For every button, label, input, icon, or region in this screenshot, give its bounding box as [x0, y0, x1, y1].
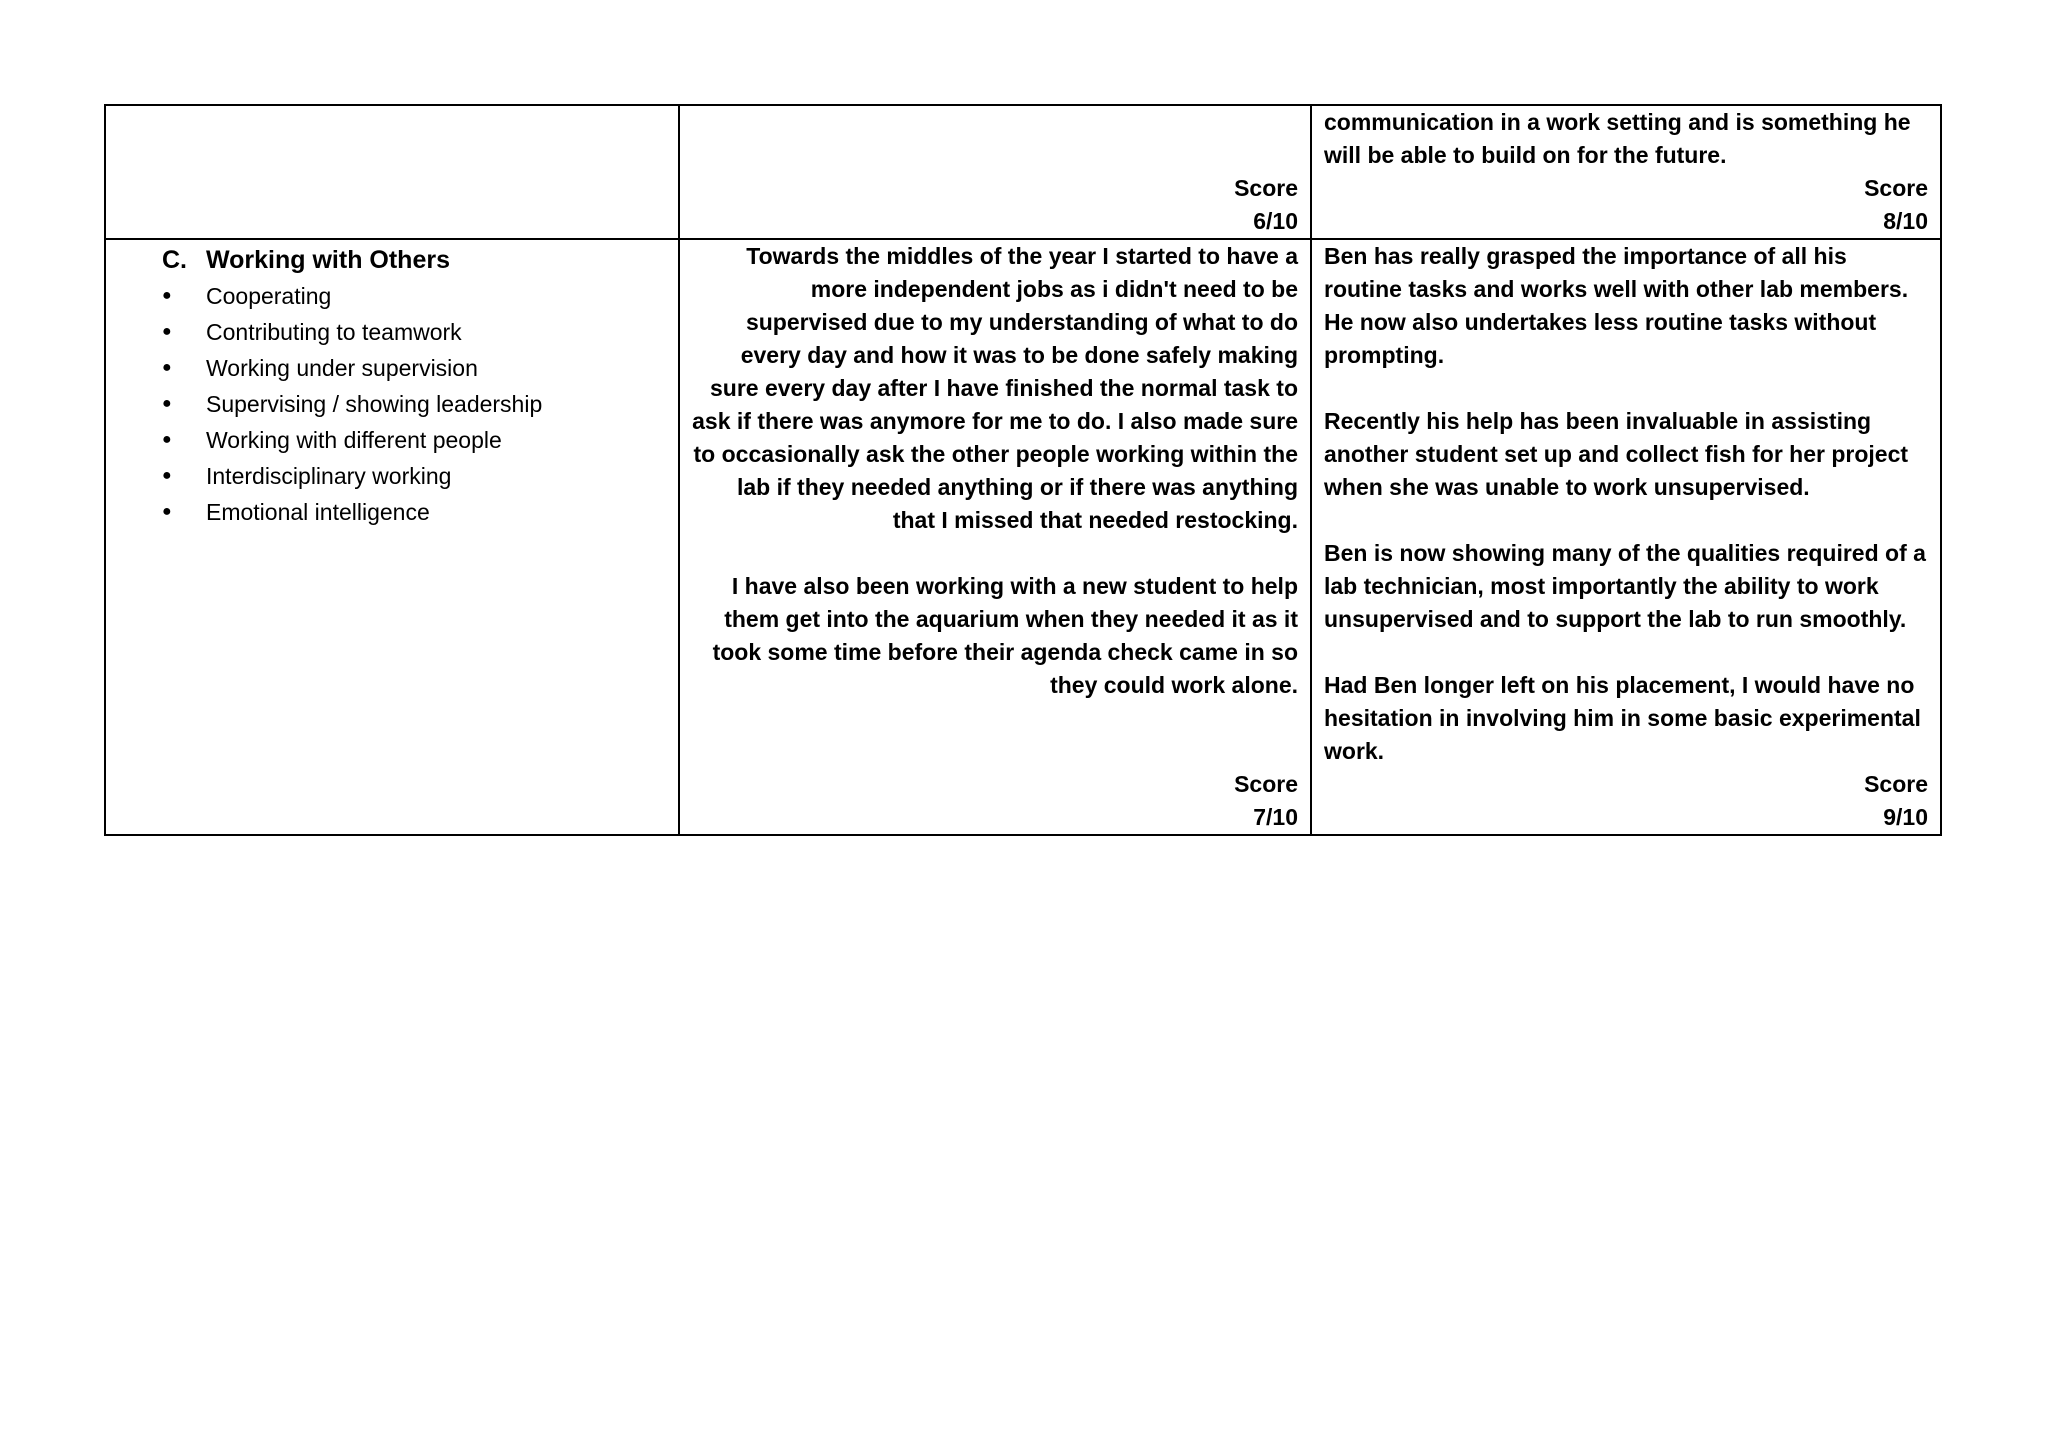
assessment-table — [104, 104, 1942, 836]
table-row — [105, 239, 1941, 835]
student-score — [680, 768, 1310, 834]
supervisor-paragraph: Ben has really grasped the importance of all his routine tasks and works well with other lab members. He now also undertakes less routine tasks without prompting. — [1324, 243, 1909, 368]
category-cell-empty — [105, 105, 679, 239]
supervisor-comment-text — [1312, 240, 1940, 768]
bullet-icon: ● — [162, 503, 172, 520]
list-item — [162, 314, 678, 350]
bullet-icon: ● — [162, 467, 172, 484]
student-paragraph: Towards the middles of the year I started to have a more independent jobs as i didn't need to be supervised due to my understanding of what to do every day and how it was to be done safely making sure every day after I have finished the normal task to ask if there was anymore for me to do. I also made sure to occasionally ask the other people working within the lab if they needed anything or if there was anything that I missed that needed restocking. — [692, 243, 1298, 533]
supervisor-comment-cell — [1311, 105, 1941, 239]
supervisor-paragraph: Recently his help has been invaluable in assisting another student set up and collect fish for her project when she was unable to work unsupervised. — [1324, 408, 1909, 500]
supervisor-paragraph: Ben is now showing many of the qualities required of a lab technician, most importantly the ability to work unsupervised and to support the lab to run smoothly. — [1324, 540, 1926, 632]
supervisor-score — [1312, 172, 1940, 238]
student-comment-cell — [679, 239, 1311, 835]
list-item-label: Supervising / showing leadership — [206, 391, 543, 417]
student-paragraph: I have also been working with a new student to help them get into the aquarium when they needed it as it took some time before their agenda check came in so they could work alone. — [712, 573, 1298, 698]
category-letter: C. — [162, 246, 187, 274]
score-label: Score — [1864, 771, 1928, 797]
list-item-label: Working with different people — [206, 427, 502, 453]
list-item — [162, 458, 678, 494]
score-label: Score — [1864, 175, 1928, 201]
supervisor-paragraph: Had Ben longer left on his placement, I would have no hesitation in involving him in some basic experimental work. — [1324, 672, 1921, 764]
bullet-icon: ● — [162, 395, 172, 412]
category-heading — [162, 242, 678, 278]
score-value: 8/10 — [1883, 208, 1928, 234]
skills-list — [162, 278, 678, 530]
bullet-icon: ● — [162, 323, 172, 340]
list-item — [162, 386, 678, 422]
supervisor-score — [1312, 768, 1940, 834]
category-title: Working with Others — [206, 246, 450, 274]
list-item-label: Contributing to teamwork — [206, 319, 462, 345]
student-score — [680, 172, 1310, 238]
bullet-icon: ● — [162, 287, 172, 304]
list-item — [162, 350, 678, 386]
list-item-label: Interdisciplinary working — [206, 463, 452, 489]
supervisor-comment-cell — [1311, 239, 1941, 835]
category-cell — [105, 239, 679, 835]
student-comment-text — [680, 240, 1310, 702]
score-value: 6/10 — [1253, 208, 1298, 234]
list-item-label: Emotional intelligence — [206, 499, 430, 525]
student-comment-cell — [679, 105, 1311, 239]
supervisor-comment-text: communication in a work setting and is something he will be able to build on for the future. — [1324, 109, 1911, 168]
score-label: Score — [1234, 771, 1298, 797]
table-row — [105, 105, 1941, 239]
list-item — [162, 422, 678, 458]
bullet-icon: ● — [162, 359, 172, 376]
list-item — [162, 494, 678, 530]
list-item-label: Cooperating — [206, 283, 332, 309]
list-item — [162, 278, 678, 314]
list-item-label: Working under supervision — [206, 355, 478, 381]
score-value: 7/10 — [1253, 804, 1298, 830]
score-label: Score — [1234, 175, 1298, 201]
score-value: 9/10 — [1883, 804, 1928, 830]
bullet-icon: ● — [162, 431, 172, 448]
